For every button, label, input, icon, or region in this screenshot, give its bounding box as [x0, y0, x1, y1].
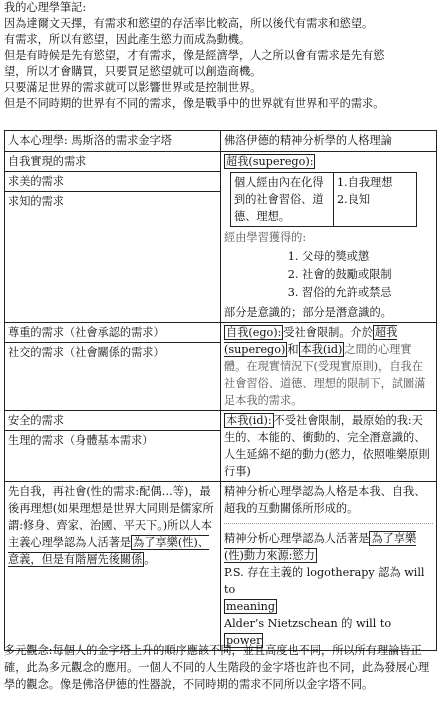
maslow-lower-cell: [5, 411, 221, 482]
factor-item: 3. 習俗的允許或禁忌: [302, 284, 433, 302]
id-text: 不受社會限制，最原始的我:天生的、本能的、衝動的、完全潛意識的、人生延綿不絕的動力(慾力，依照唯樂原則行事): [224, 414, 430, 478]
cognitive-need: 求知的需求: [8, 195, 64, 208]
power-box: power: [226, 634, 262, 647]
id-cell: [221, 411, 437, 482]
intro-line: 但是有時候是先有慾望，才有需求，像是經濟學，人之所以會有需求是先有慾: [4, 49, 385, 62]
adler-note: Alder’s Nietzschean 的 will to power: [224, 617, 392, 647]
intro-line: 因為達爾文天擇，有需求和慾望的存活率比較高，所以後代有需求和慾望。: [4, 17, 374, 30]
notes-title: 我的心理學筆記:: [4, 1, 87, 14]
ego-label: 自我(ego):: [226, 326, 282, 339]
factor-list: [284, 248, 433, 302]
safety-need: 安全的需求: [5, 411, 220, 431]
intro-line: 但是不同時期的世界有不同的需求，像是戰爭中的世界就有世界和平的需求。: [4, 97, 385, 110]
logotherapy-note: P.S. 存在主義的 logotherapy 認為 will to meaning: [224, 566, 425, 613]
comparison-table: [4, 130, 437, 651]
superego-label: 超我(superego):: [226, 155, 314, 168]
notes-intro: [4, 0, 436, 112]
conscious-note: 部分是意識的；部分是潛意識的。: [224, 306, 392, 319]
left-header: 人本心理學: 馬斯洛的需求金字塔: [5, 131, 221, 152]
physiological-need: 生理的需求（身體基本需求）: [8, 434, 154, 447]
social-need: 社交的需求（社會關係的需求）: [8, 346, 165, 359]
maslow-purpose-box: 為了享樂(性)、意義，但是有階層先後關係: [8, 536, 209, 566]
aesthetic-need: 求美的需求: [5, 172, 220, 192]
intro-line: 有需求，所以有慾望，因此產生慾力而成為動機。: [4, 33, 251, 46]
superego-item-conscience: 2.良知: [337, 193, 371, 206]
superego-ref: 超我(superego): [224, 326, 398, 356]
intro-line: 望，所以才會購買，只要買足慾望就可以創造商機。: [4, 65, 262, 78]
superego-item-ideal: 1.自我理想: [337, 176, 393, 189]
factor-item: 2. 社會的鼓勵或限制: [302, 266, 433, 284]
ego-cell: 自我(ego): 受社會限制。介於 超我(superego) 和 本我(id) 之間的心理實體。在現實情況下(受現實原則)，自我在社會習俗、道德、理想的限制下，試圖滿足本我的需求。: [221, 323, 437, 411]
superego-inner-table: [230, 172, 417, 227]
superego-cell: [221, 152, 437, 323]
self-actualization-need: 自我實現的需求: [5, 152, 220, 172]
learned-label: 經由學習獲得的:: [224, 231, 307, 244]
psychoanalysis-notes-cell: [221, 482, 437, 651]
freud-purpose-box: 為了享樂(性)動力來源:慾力: [224, 532, 417, 562]
personality-note: 精神分析心理學認為人格是本我、自我、超我的互動關係所形成的。: [224, 485, 426, 515]
maslow-upper-cell: [5, 152, 221, 323]
maslow-middle-cell: [5, 323, 221, 411]
right-header: 佛洛伊德的精神分析學的人格理論: [221, 131, 437, 152]
meaning-box: meaning: [226, 600, 276, 613]
factor-item: 1. 父母的獎或懲: [302, 248, 433, 266]
superego-desc: 個人經由內在化得到的社會習俗、道德、理想。: [231, 173, 334, 227]
id-ref: 本我(id): [300, 343, 343, 356]
pluralism-note: 多元觀念:每個人的金字塔上升的順序應該不同，並且高度也不同，所以所有理論皆正確，此為多元觀念的應用。一個人不同的人生階段的金字塔也許也不同，此為發展心理學的觀念。像是佛洛伊德的性器說，不同時期的需求不同所以金字塔不同。: [4, 644, 430, 691]
intro-line: 只要滿足世界的需求就可以影響世界或是控制世界。: [4, 81, 262, 94]
esteem-need: 尊重的需求（社會承認的需求）: [5, 323, 220, 343]
id-label: 本我(id):: [226, 414, 272, 427]
maslow-notes-cell: 先自我，再社會(性的需求:配偶…等)，最後再理想(如果理想是世界大同則是儒家所謂:修身、齊家、治國、平天下。)所以人本主義心理學認為人活著是 為了享樂(性)、意義，但是有階層先後關係 。: [5, 482, 221, 651]
purpose-note: 精神分析心理學認為人活著是 為了享樂(性)動力來源:慾力: [224, 532, 417, 562]
